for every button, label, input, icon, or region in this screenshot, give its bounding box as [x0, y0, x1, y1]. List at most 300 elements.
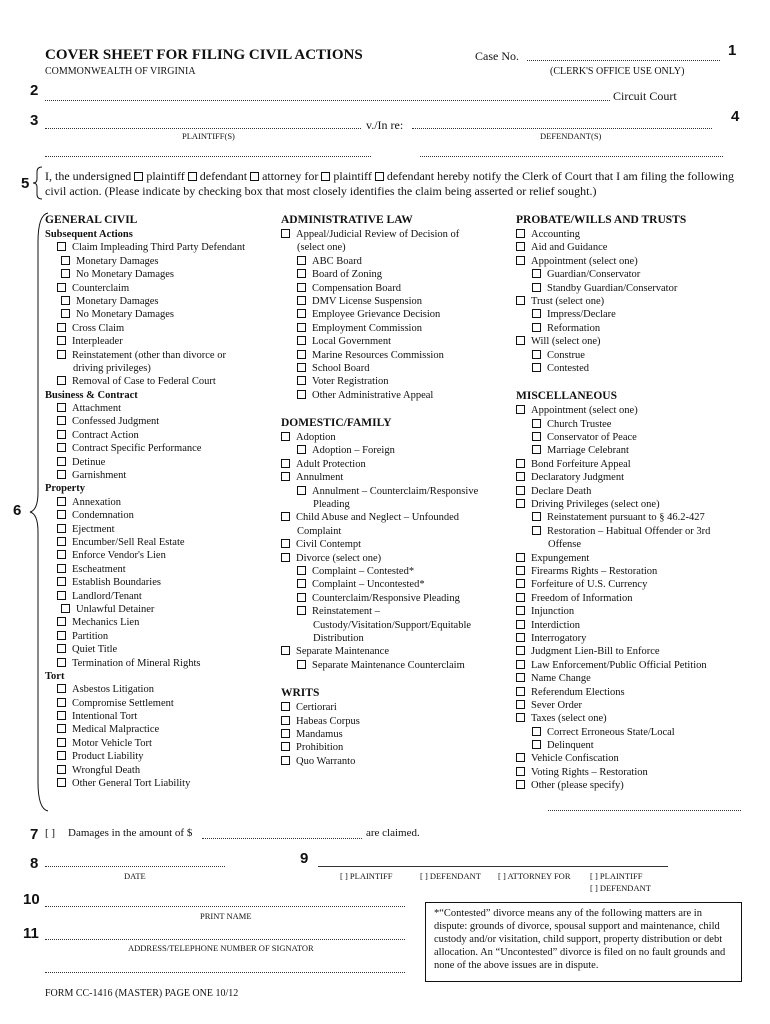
reinstatement-other-than-divorce-or-option[interactable]: [45, 349, 275, 362]
reinstatement-pursuant-to-46-2-427-checkbox[interactable]: [532, 512, 541, 521]
establish-boundaries-checkbox[interactable]: [57, 577, 66, 586]
reinstatement-other-than-divorce-or-checkbox[interactable]: [57, 350, 66, 359]
contract-action-checkbox[interactable]: [57, 430, 66, 439]
administrative-law-title: ADMINISTRATIVE LAW: [281, 214, 413, 226]
print-name-field[interactable]: [45, 906, 405, 907]
monetary-damages-checkbox[interactable]: [61, 256, 70, 265]
option-label: Termination of Mineral Rights: [72, 657, 201, 669]
intentional-tort-option[interactable]: [45, 710, 275, 723]
appointment-select-one-checkbox[interactable]: [516, 405, 525, 414]
confessed-judgment-option[interactable]: [45, 415, 275, 428]
prohibition-checkbox[interactable]: [281, 742, 290, 751]
date-field[interactable]: [45, 866, 225, 867]
tort-list: [45, 683, 275, 790]
option-label: Mechanics Lien: [72, 617, 140, 629]
encumber-sell-real-estate-option[interactable]: [45, 536, 275, 549]
school-board-option[interactable]: [281, 362, 511, 375]
attachment-checkbox[interactable]: [57, 403, 66, 412]
conservator-of-peace-option[interactable]: [516, 431, 746, 444]
divorce-select-one-option[interactable]: [281, 552, 511, 565]
accounting-checkbox[interactable]: [516, 229, 525, 238]
correct-erroneous-state-local-option[interactable]: [516, 726, 746, 739]
other-administrative-appeal-checkbox[interactable]: [297, 390, 306, 399]
counterclaim-option[interactable]: [45, 282, 275, 295]
appeal-judicial-review-of-decision-of-option[interactable]: [281, 228, 511, 241]
driving-privileges-select-one-option[interactable]: [516, 498, 746, 511]
sever-order-checkbox[interactable]: [516, 700, 525, 709]
marine-resources-commission-option[interactable]: [281, 349, 511, 362]
reformation-checkbox[interactable]: [532, 323, 541, 332]
board-of-zoning-option[interactable]: [281, 268, 511, 281]
quo-warranto-option[interactable]: [281, 755, 511, 768]
impress-declare-option[interactable]: [516, 308, 746, 321]
complaint-contested-checkbox[interactable]: [297, 566, 306, 575]
partition-checkbox[interactable]: [57, 631, 66, 640]
other-please-specify-option[interactable]: [516, 779, 746, 792]
contract-action-option[interactable]: [45, 429, 275, 442]
trust-select-one-checkbox[interactable]: [516, 296, 525, 305]
declaratory-judgment-checkbox[interactable]: [516, 472, 525, 481]
damages-checkbox[interactable]: [ ]: [45, 827, 56, 839]
local-government-checkbox[interactable]: [297, 336, 306, 345]
option-label: Restoration – Habitual Offender or 3rd: [547, 525, 711, 537]
marker-10: 10: [23, 891, 40, 908]
certiorari-checkbox[interactable]: [281, 702, 290, 711]
confessed-judgment-checkbox[interactable]: [57, 416, 66, 425]
address-field[interactable]: [45, 939, 405, 940]
counterclaim-checkbox[interactable]: [57, 283, 66, 292]
escheatment-checkbox[interactable]: [57, 564, 66, 573]
no-monetary-damages-checkbox[interactable]: [61, 309, 70, 318]
adoption-checkbox[interactable]: [281, 432, 290, 441]
sign-attorney-defendant-option[interactable]: [ ] DEFENDANT: [590, 883, 651, 893]
wrongful-death-option[interactable]: [45, 764, 275, 777]
option-label: Employee Grievance Decision: [312, 309, 441, 321]
option-label: Asbestos Litigation: [72, 684, 154, 696]
sign-defendant-option[interactable]: [ ] DEFENDANT: [420, 871, 481, 881]
removal-of-case-to-federal-court-checkbox[interactable]: [57, 376, 66, 385]
unlawful-detainer-option[interactable]: [45, 603, 275, 616]
landlord-tenant-checkbox[interactable]: [57, 591, 66, 600]
conservator-of-peace-checkbox[interactable]: [532, 432, 541, 441]
ejectment-checkbox[interactable]: [57, 524, 66, 533]
reinstatement-checkbox[interactable]: [297, 606, 306, 615]
compromise-settlement-option[interactable]: [45, 697, 275, 710]
escheatment-option[interactable]: [45, 563, 275, 576]
option-label: Adoption – Foreign: [312, 445, 395, 457]
option-label: Garnishment: [72, 470, 127, 482]
declare-death-checkbox[interactable]: [516, 486, 525, 495]
court-name-field[interactable]: [45, 100, 610, 101]
judgment-lien-bill-to-enforce-checkbox[interactable]: [516, 646, 525, 655]
injunction-option[interactable]: [516, 605, 746, 618]
address-field-2[interactable]: [45, 972, 405, 973]
taxes-select-one-checkbox[interactable]: [516, 713, 525, 722]
signature-line[interactable]: [318, 866, 668, 867]
other-general-tort-liability-checkbox[interactable]: [57, 778, 66, 787]
circuit-court-label: Circuit Court: [613, 89, 677, 103]
other-administrative-appeal-option[interactable]: [281, 389, 511, 402]
option-label: Complaint – Uncontested*: [312, 579, 425, 591]
section-spacer: [516, 375, 746, 388]
option-label-continued: (select one): [297, 242, 346, 254]
option-label: Encumber/Sell Real Estate: [72, 536, 185, 548]
will-select-one-checkbox[interactable]: [516, 336, 525, 345]
counterclaim-responsive-pleading-checkbox[interactable]: [297, 593, 306, 602]
other-please-specify-checkbox[interactable]: [516, 780, 525, 789]
freedom-of-information-option[interactable]: [516, 592, 746, 605]
annulment-option[interactable]: [281, 471, 511, 484]
firearms-rights-restoration-option[interactable]: [516, 565, 746, 578]
undersigned-defendant-checkbox[interactable]: [188, 172, 197, 181]
option-label: Quo Warranto: [296, 755, 356, 767]
defendant-field[interactable]: [412, 128, 712, 129]
voting-rights-restoration-checkbox[interactable]: [516, 767, 525, 776]
declare-death-option[interactable]: [516, 485, 746, 498]
intentional-tort-checkbox[interactable]: [57, 711, 66, 720]
expungement-option[interactable]: [516, 552, 746, 565]
claim-impleading-third-party-defendant-option[interactable]: [45, 241, 275, 254]
separate-maintenance-counterclaim-option[interactable]: [281, 659, 511, 672]
adoption-foreign-option[interactable]: [281, 444, 511, 457]
trust-select-one-option[interactable]: [516, 295, 746, 308]
monetary-damages-option[interactable]: [45, 255, 275, 268]
adoption-foreign-checkbox[interactable]: [297, 445, 306, 454]
termination-of-mineral-rights-option[interactable]: [45, 657, 275, 670]
case-no-field[interactable]: [527, 60, 720, 61]
claim-impleading-third-party-defendant-checkbox[interactable]: [57, 242, 66, 251]
counterclaim-responsive-pleading-option[interactable]: [281, 592, 511, 605]
driving-privileges-select-one-checkbox[interactable]: [516, 499, 525, 508]
vehicle-confiscation-option[interactable]: [516, 752, 746, 765]
quiet-title-option[interactable]: [45, 643, 275, 656]
abc-board-checkbox[interactable]: [297, 256, 306, 265]
asbestos-litigation-checkbox[interactable]: [57, 684, 66, 693]
plaintiff-field-2[interactable]: [45, 156, 371, 157]
wrongful-death-checkbox[interactable]: [57, 765, 66, 774]
other-specify-field[interactable]: [548, 810, 741, 811]
option-label: Intentional Tort: [72, 711, 138, 723]
option-label: Aid and Guidance: [531, 242, 608, 254]
delinquent-checkbox[interactable]: [532, 740, 541, 749]
contested-option[interactable]: [516, 362, 746, 375]
appointment-select-one-checkbox[interactable]: [516, 256, 525, 265]
option-label: Freedom of Information: [531, 592, 633, 604]
administrative-domestic-column: [281, 212, 511, 768]
habeas-corpus-option[interactable]: [281, 715, 511, 728]
option-label: Separate Maintenance Counterclaim: [312, 659, 465, 671]
asbestos-litigation-option[interactable]: [45, 683, 275, 696]
cross-claim-option[interactable]: [45, 322, 275, 335]
termination-of-mineral-rights-checkbox[interactable]: [57, 658, 66, 667]
expungement-checkbox[interactable]: [516, 553, 525, 562]
guardian-conservator-option[interactable]: [516, 268, 746, 281]
voting-rights-restoration-option[interactable]: [516, 766, 746, 779]
enforce-vendor-s-lien-checkbox[interactable]: [57, 550, 66, 559]
option-label-continued: Distribution: [313, 632, 364, 644]
damages-amount-field[interactable]: [202, 838, 362, 839]
option-label: Impress/Declare: [547, 309, 616, 321]
aid-and-guidance-option[interactable]: [516, 241, 746, 254]
cross-claim-checkbox[interactable]: [57, 323, 66, 332]
condemnation-option[interactable]: [45, 509, 275, 522]
attorney-for-defendant-checkbox[interactable]: [375, 172, 384, 181]
product-liability-checkbox[interactable]: [57, 751, 66, 760]
option-label: Board of Zoning: [312, 269, 382, 281]
dmv-license-suspension-option[interactable]: [281, 295, 511, 308]
separate-maintenance-counterclaim-checkbox[interactable]: [297, 660, 306, 669]
will-select-one-option[interactable]: [516, 335, 746, 348]
prohibition-option[interactable]: [281, 741, 511, 754]
sign-attorney-plaintiff-option[interactable]: [ ] PLAINTIFF: [590, 871, 643, 881]
unlawful-detainer-checkbox[interactable]: [61, 604, 70, 613]
annulment-counterclaim-responsive-option[interactable]: [281, 485, 511, 498]
no-monetary-damages-option[interactable]: [45, 268, 275, 281]
name-change-checkbox[interactable]: [516, 673, 525, 682]
establish-boundaries-option[interactable]: [45, 576, 275, 589]
injunction-checkbox[interactable]: [516, 606, 525, 615]
annulment-counterclaim-responsive-checkbox[interactable]: [297, 486, 306, 495]
attorney-for-plaintiff-checkbox[interactable]: [321, 172, 330, 181]
interrogatory-option[interactable]: [516, 632, 746, 645]
appointment-select-one-option[interactable]: [516, 404, 746, 417]
marine-resources-commission-checkbox[interactable]: [297, 350, 306, 359]
option-label: Unlawful Detainer: [76, 603, 155, 615]
habeas-corpus-checkbox[interactable]: [281, 716, 290, 725]
mechanics-lien-checkbox[interactable]: [57, 617, 66, 626]
motor-vehicle-tort-checkbox[interactable]: [57, 738, 66, 747]
marker-7: 7: [30, 826, 39, 843]
freedom-of-information-checkbox[interactable]: [516, 593, 525, 602]
civil-contempt-option[interactable]: [281, 538, 511, 551]
sever-order-option[interactable]: [516, 699, 746, 712]
adult-protection-checkbox[interactable]: [281, 459, 290, 468]
no-monetary-damages-option[interactable]: [45, 308, 275, 321]
motor-vehicle-tort-option[interactable]: [45, 737, 275, 750]
enforce-vendor-s-lien-option[interactable]: [45, 549, 275, 562]
reinstatement-option[interactable]: [281, 605, 511, 618]
correct-erroneous-state-local-checkbox[interactable]: [532, 727, 541, 736]
compensation-board-checkbox[interactable]: [297, 283, 306, 292]
referendum-elections-option[interactable]: [516, 686, 746, 699]
option-label: Standby Guardian/Conservator: [547, 282, 678, 294]
dmv-license-suspension-checkbox[interactable]: [297, 296, 306, 305]
separate-maintenance-option[interactable]: [281, 645, 511, 658]
abc-board-option[interactable]: [281, 255, 511, 268]
option-label: Taxes (select one): [531, 713, 607, 725]
adult-protection-option[interactable]: [281, 458, 511, 471]
product-liability-option[interactable]: [45, 750, 275, 763]
marker-6: 6: [13, 502, 22, 519]
marker-11: 11: [23, 925, 39, 942]
garnishment-option[interactable]: [45, 469, 275, 482]
marriage-celebrant-option[interactable]: [516, 444, 746, 457]
medical-malpractice-option[interactable]: [45, 723, 275, 736]
option-label: Other Administrative Appeal: [312, 389, 434, 401]
annulment-checkbox[interactable]: [281, 472, 290, 481]
detinue-option[interactable]: [45, 456, 275, 469]
appointment-select-one-option[interactable]: [516, 255, 746, 268]
option-label: Conservator of Peace: [547, 432, 637, 444]
civil-contempt-checkbox[interactable]: [281, 539, 290, 548]
divorce-select-one-checkbox[interactable]: [281, 553, 290, 562]
sign-plaintiff-option[interactable]: [ ] PLAINTIFF: [340, 871, 393, 881]
interdiction-option[interactable]: [516, 619, 746, 632]
separate-maintenance-checkbox[interactable]: [281, 646, 290, 655]
voter-registration-checkbox[interactable]: [297, 376, 306, 385]
mandamus-option[interactable]: [281, 728, 511, 741]
attachment-option[interactable]: [45, 402, 275, 415]
option-label: Landlord/Tenant: [72, 590, 142, 602]
taxes-select-one-option[interactable]: [516, 712, 746, 725]
name-change-option[interactable]: [516, 672, 746, 685]
option-label: Marine Resources Commission: [312, 349, 444, 361]
other-general-tort-liability-option[interactable]: [45, 777, 275, 790]
employment-commission-option[interactable]: [281, 322, 511, 335]
option-label: Interpleader: [72, 336, 123, 348]
compromise-settlement-checkbox[interactable]: [57, 698, 66, 707]
employment-commission-checkbox[interactable]: [297, 323, 306, 332]
child-abuse-and-neglect-unfounded-option[interactable]: [281, 511, 511, 524]
option-label: Appointment (select one): [531, 255, 638, 267]
standby-guardian-conservator-checkbox[interactable]: [532, 283, 541, 292]
complaint-uncontested-checkbox[interactable]: [297, 579, 306, 588]
church-trustee-checkbox[interactable]: [532, 419, 541, 428]
option-label: Reinstatement (other than divorce or: [72, 349, 226, 361]
intro-text-6: defendant hereby notify the Clerk of Court that I am filing the following civil action. (Please indicate by checking box that most closely identifies the claim being asserted or relief sought.): [45, 169, 735, 198]
declaratory-judgment-option[interactable]: [516, 471, 746, 484]
referendum-elections-checkbox[interactable]: [516, 687, 525, 696]
option-label: Prohibition: [296, 742, 344, 754]
restoration-habitual-offender-or-3rd-checkbox[interactable]: [532, 526, 541, 535]
contract-specific-performance-checkbox[interactable]: [57, 443, 66, 452]
option-label: Judgment Lien-Bill to Enforce: [531, 646, 660, 658]
firearms-rights-restoration-checkbox[interactable]: [516, 566, 525, 575]
option-label-continued: driving privileges): [73, 362, 151, 374]
child-abuse-and-neglect-unfounded-checkbox[interactable]: [281, 512, 290, 521]
writs-title: WRITS: [281, 687, 320, 700]
condemnation-checkbox[interactable]: [57, 510, 66, 519]
mechanics-lien-option[interactable]: [45, 616, 275, 629]
voter-registration-option[interactable]: [281, 375, 511, 388]
annexation-checkbox[interactable]: [57, 497, 66, 506]
option-label: ABC Board: [312, 255, 362, 267]
delinquent-option[interactable]: [516, 739, 746, 752]
employee-grievance-decision-option[interactable]: [281, 308, 511, 321]
medical-malpractice-checkbox[interactable]: [57, 724, 66, 733]
monetary-damages-checkbox[interactable]: [61, 296, 70, 305]
form-title: COVER SHEET FOR FILING CIVIL ACTIONS: [45, 47, 363, 63]
detinue-checkbox[interactable]: [57, 457, 66, 466]
forfeiture-of-u-s-currency-option[interactable]: [516, 578, 746, 591]
garnishment-checkbox[interactable]: [57, 470, 66, 479]
option-label: Contract Action: [72, 429, 139, 441]
encumber-sell-real-estate-checkbox[interactable]: [57, 537, 66, 546]
option-label: Accounting: [531, 229, 580, 240]
complaint-contested-option[interactable]: [281, 565, 511, 578]
restoration-habitual-offender-or-3rd-option[interactable]: [516, 525, 746, 538]
option-label: Vehicle Confiscation: [531, 753, 619, 765]
contract-specific-performance-option[interactable]: [45, 442, 275, 455]
law-enforcement-public-official-petition-checkbox[interactable]: [516, 660, 525, 669]
form-subtitle: COMMONWEALTH OF VIRGINIA: [45, 66, 196, 77]
employee-grievance-decision-checkbox[interactable]: [297, 309, 306, 318]
option-label: Interrogatory: [531, 632, 587, 644]
marriage-celebrant-checkbox[interactable]: [532, 445, 541, 454]
board-of-zoning-checkbox[interactable]: [297, 269, 306, 278]
monetary-damages-option[interactable]: [45, 295, 275, 308]
option-label: Partition: [72, 630, 109, 642]
judgment-lien-bill-to-enforce-option[interactable]: [516, 645, 746, 658]
interdiction-checkbox[interactable]: [516, 620, 525, 629]
interpleader-checkbox[interactable]: [57, 336, 66, 345]
forfeiture-of-u-s-currency-checkbox[interactable]: [516, 579, 525, 588]
law-enforcement-public-official-petition-option[interactable]: [516, 659, 746, 672]
removal-of-case-to-federal-court-option[interactable]: [45, 375, 275, 388]
contested-checkbox[interactable]: [532, 363, 541, 372]
annexation-option[interactable]: [45, 496, 275, 509]
intro-brace: [32, 166, 44, 200]
bond-forfeiture-appeal-checkbox[interactable]: [516, 459, 525, 468]
landlord-tenant-option[interactable]: [45, 590, 275, 603]
aid-and-guidance-checkbox[interactable]: [516, 242, 525, 251]
marker-9: 9: [300, 850, 309, 867]
option-label: Product Liability: [72, 751, 144, 763]
interrogatory-checkbox[interactable]: [516, 633, 525, 642]
plaintiff-field[interactable]: [45, 128, 361, 129]
no-monetary-damages-checkbox[interactable]: [61, 269, 70, 278]
option-label: School Board: [312, 362, 370, 374]
defendant-field-2[interactable]: [420, 156, 723, 157]
interpleader-option[interactable]: [45, 335, 275, 348]
construe-checkbox[interactable]: [532, 350, 541, 359]
adoption-option[interactable]: [281, 431, 511, 444]
option-label: Reinstatement pursuant to § 46.2-427: [547, 512, 705, 524]
sign-attorney-option[interactable]: [ ] ATTORNEY FOR: [498, 871, 571, 881]
partition-option[interactable]: [45, 630, 275, 643]
guardian-conservator-checkbox[interactable]: [532, 269, 541, 278]
accounting-option[interactable]: [516, 228, 746, 241]
standby-guardian-conservator-option[interactable]: [516, 282, 746, 295]
quo-warranto-checkbox[interactable]: [281, 756, 290, 765]
local-government-option[interactable]: [281, 335, 511, 348]
compensation-board-option[interactable]: [281, 282, 511, 295]
reformation-option[interactable]: [516, 322, 746, 335]
church-trustee-option[interactable]: [516, 418, 746, 431]
construe-option[interactable]: [516, 349, 746, 362]
reinstatement-pursuant-to-46-2-427-option[interactable]: [516, 511, 746, 524]
option-label: Cross Claim: [72, 322, 125, 334]
impress-declare-checkbox[interactable]: [532, 309, 541, 318]
option-label-continued: Pleading: [313, 499, 350, 511]
option-label: Declaratory Judgment: [531, 472, 625, 484]
complaint-uncontested-option[interactable]: [281, 578, 511, 591]
certiorari-option[interactable]: [281, 701, 511, 714]
ejectment-option[interactable]: [45, 523, 275, 536]
appeal-judicial-review-of-decision-of-checkbox[interactable]: [281, 229, 290, 238]
option-label: Counterclaim: [72, 282, 130, 294]
undersigned-plaintiff-checkbox[interactable]: [134, 172, 143, 181]
quiet-title-checkbox[interactable]: [57, 644, 66, 653]
option-label: Child Abuse and Neglect – Unfounded: [296, 512, 460, 524]
option-label-continued: Offense: [548, 539, 582, 551]
bond-forfeiture-appeal-option[interactable]: [516, 458, 746, 471]
undersigned-attorney-checkbox[interactable]: [250, 172, 259, 181]
domestic-family-list: [281, 431, 511, 672]
school-board-checkbox[interactable]: [297, 363, 306, 372]
mandamus-checkbox[interactable]: [281, 729, 290, 738]
vehicle-confiscation-checkbox[interactable]: [516, 753, 525, 762]
